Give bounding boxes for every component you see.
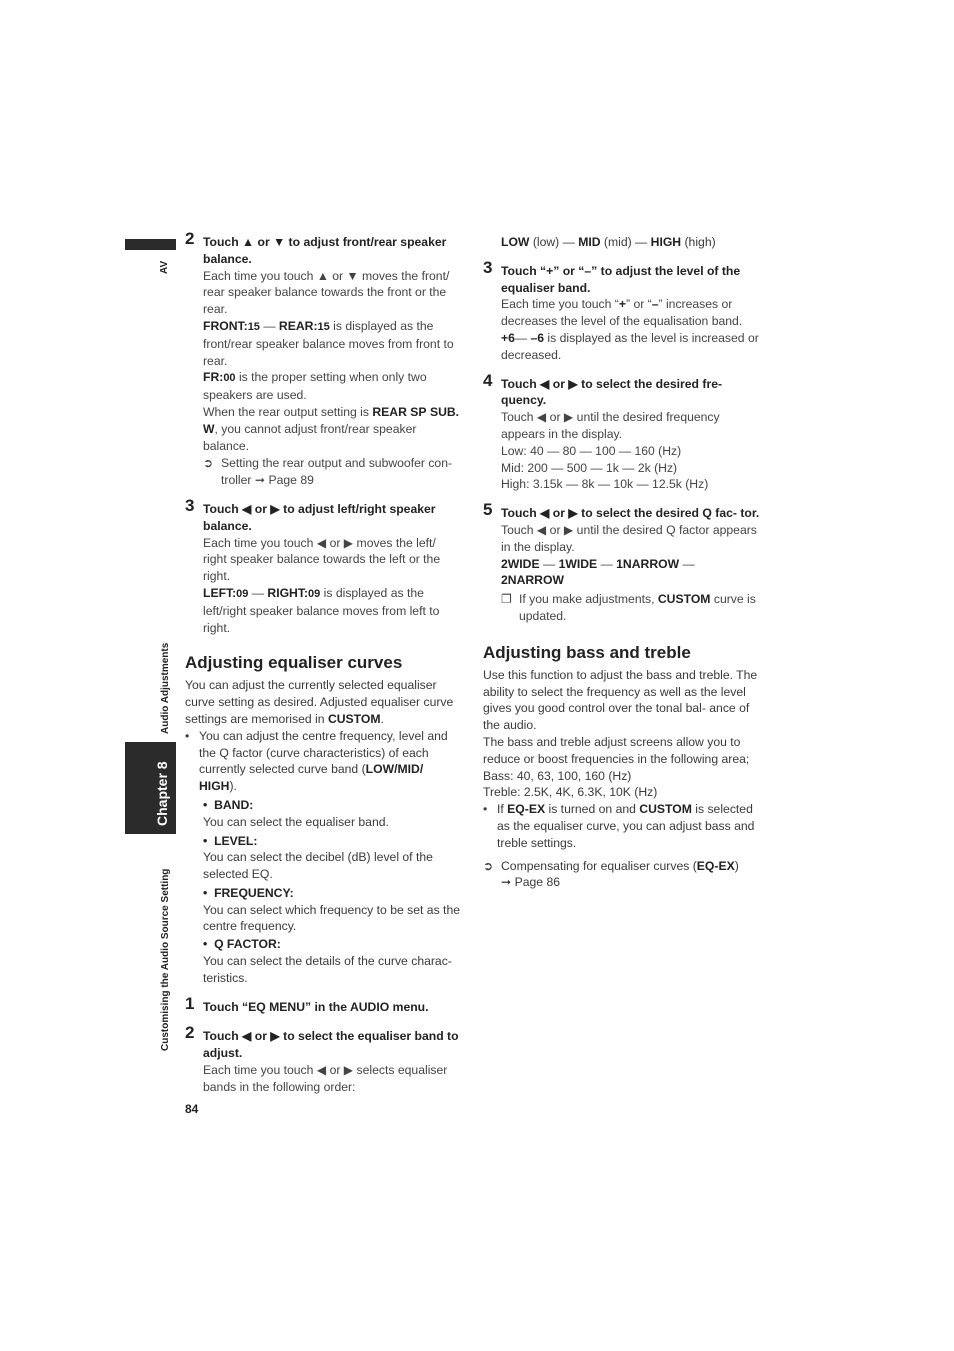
step-body: Touch ◀ or ▶ until the desired Q factor appears in the display. 2WIDE — 1WIDE — 1NARROW — 2NARROW ❐ If you make adjustments, CUSTOM curve is updated.	[501, 522, 761, 625]
equaliser-bullet: • You can adjust the centre frequency, level and the Q factor (curve characteristics) of each currently selected curve band (LOW/MID/ HIGH).	[185, 728, 448, 794]
band-order: LOW (low) — MID (mid) — HIGH (high)	[501, 235, 716, 249]
step-number: 1	[185, 993, 195, 1013]
equaliser-intro: You can adjust the currently selected equaliser curve setting as desired. Adjusted equaliser curve settings are memorised in CUSTOM.	[185, 678, 454, 726]
page-arrow-icon: ➞	[254, 473, 266, 488]
up-arrow-icon: ▲	[242, 235, 255, 249]
eq-step-1	[185, 993, 462, 1016]
bass-treble-area: The bass and treble adjust screens allow you to reduce or boost frequencies in the following area;	[483, 734, 750, 766]
step-body: Each time you touch “+” or “–” increases or decreases the level of the equalisation band. +6— –6 is displayed as the level is increased or decreased.	[501, 297, 759, 362]
param-q-heading: • Q FACTOR:	[203, 937, 281, 952]
left-arrow-icon: ◀	[536, 522, 547, 537]
up-arrow-icon: ▲	[316, 268, 329, 283]
step-body: Touch ◀ or ▶ until the desired frequency appears in the display. Low: 40 — 80 — 100 — 160 (Hz) Mid: 200 — 500 — 1k — 2k (Hz) High: 3.15k — 8k — 10k — 12.5k (Hz)	[501, 409, 761, 493]
reference-arrow-icon: ➲	[203, 456, 214, 471]
left-arrow-icon: ◀	[540, 506, 550, 521]
reference-note: ➲ Setting the rear output and subwoofer con- troller ➞ Page 89	[203, 456, 453, 488]
freq-mid: Mid: 200 — 500 — 1k — 2k (Hz)	[501, 460, 678, 475]
param-level-heading: • LEVEL:	[203, 833, 258, 848]
side-audio-adjustments: Audio Adjustments	[160, 642, 171, 734]
param-band-text: You can select the equaliser band.	[203, 814, 389, 829]
left-arrow-icon: ◀	[536, 410, 547, 425]
side-av-label: AV	[159, 260, 170, 274]
left-arrow-icon: ◀	[242, 1029, 252, 1044]
step-number: 4	[483, 370, 493, 390]
step-number: 2	[185, 1023, 195, 1043]
step-heading: Touch ▲ or ▼ to adjust front/rear speaker balance.	[203, 235, 447, 266]
step-2-balance	[185, 229, 462, 489]
page-arrow-icon: ➞	[501, 875, 512, 890]
right-arrow-icon: ▶	[568, 376, 578, 391]
eq-step-3	[483, 257, 761, 364]
step-heading: Touch ◀ or ▶ to select the desired fre- quency.	[501, 376, 723, 408]
page-number: 84	[185, 1102, 199, 1116]
param-frequency-text: You can select which frequency to be set as the centre frequency.	[203, 902, 461, 934]
step-body: Each time you touch ◀ or ▶ selects equaliser bands in the following order:	[203, 1063, 448, 1094]
right-arrow-icon: ▶	[563, 410, 574, 425]
equaliser-parameters	[203, 797, 462, 987]
param-q-text: You can select the details of the curve charac- teristics.	[203, 954, 452, 985]
eq-step-5	[483, 500, 761, 625]
left-arrow-icon: ◀	[316, 535, 327, 550]
freq-high: High: 3.15k — 8k — 10k — 12.5k (Hz)	[501, 477, 709, 492]
section-heading-bass-treble: Adjusting bass and treble	[483, 642, 691, 662]
param-frequency-heading: • FREQUENCY:	[203, 885, 294, 900]
av-bar	[125, 239, 176, 250]
step-heading: Touch ◀ or ▶ to select the desired Q fac- tor.	[501, 506, 760, 521]
note-box-icon: ❐	[501, 592, 512, 607]
reference-arrow-icon: ➲	[483, 858, 494, 873]
step-body: Each time you touch ▲ or ▼ moves the front/ rear speaker balance towards the front or the rear. FRONT:15 — REAR:15 is displayed as the front/rear speaker balance moves from front to rear. FR:00 is the proper setting when only two speakers are used. When the rear output setting is REAR SP SUB. W, you cannot adjust front/rear speaker balance. ➲ Setting the rear output and subwoofer con- troller ➞ Page 89	[203, 268, 462, 489]
eqex-bullet: • If EQ-EX is turned on and CUSTOM is selected as the equaliser curve, you can adjust bass and treble settings.	[483, 802, 755, 850]
step-number: 5	[483, 500, 493, 520]
right-arrow-icon: ▶	[343, 535, 354, 550]
left-column	[185, 229, 462, 1096]
step-heading: Touch “EQ MENU” in the AUDIO menu.	[203, 999, 429, 1014]
right-arrow-icon: ▶	[568, 506, 578, 521]
eq-step-4	[483, 370, 761, 494]
side-chapter-label: Chapter 8	[154, 761, 170, 826]
section-heading-equaliser: Adjusting equaliser curves	[185, 653, 403, 673]
down-arrow-icon: ▼	[273, 235, 286, 249]
left-arrow-icon: ◀	[540, 376, 550, 391]
eqex-reference-note: ➲ Compensating for equaliser curves (EQ-EX) ➞ Page 86	[483, 858, 739, 890]
right-arrow-icon: ▶	[563, 522, 574, 537]
step-3-balance	[185, 495, 462, 636]
right-arrow-icon: ▶	[343, 1063, 354, 1078]
bass-treble-intro: Use this function to adjust the bass and treble. The ability to select the frequency as well as the level gives you good control over the tonal bal- ance of the audio.	[483, 667, 758, 733]
step-heading: Touch “+” or “–” to adjust the level of the equaliser band.	[501, 263, 741, 295]
step-number: 3	[185, 495, 195, 515]
param-band-heading: • BAND:	[203, 797, 254, 812]
side-customising-label: Customising the Audio Source Setting	[160, 868, 171, 1051]
step-number: 3	[483, 257, 493, 277]
param-level-text: You can select the decibel (dB) level of the selected EQ.	[203, 850, 433, 882]
down-arrow-icon: ▼	[346, 268, 359, 283]
left-arrow-icon: ◀	[316, 1063, 327, 1078]
step-heading: Touch ◀ or ▶ to adjust left/right speaker balance.	[203, 501, 436, 533]
eq-step-2	[185, 1023, 462, 1095]
bass-frequencies: Bass: 40, 63, 100, 160 (Hz)	[483, 768, 632, 783]
custom-note: ❐ If you make adjustments, CUSTOM curve is updated.	[501, 592, 756, 623]
step-number: 2	[185, 229, 195, 248]
right-column	[483, 234, 761, 891]
step-heading: Touch ◀ or ▶ to select the equaliser band to adjust.	[203, 1029, 459, 1061]
right-arrow-icon: ▶	[270, 1029, 280, 1044]
freq-low: Low: 40 — 80 — 100 — 160 (Hz)	[501, 443, 682, 458]
right-arrow-icon: ▶	[270, 501, 280, 516]
step-body: Each time you touch ◀ or ▶ moves the left/ right speaker balance towards the left or the right. LEFT:09 — RIGHT:09 is displayed as the left/right speaker balance moves from left to right.	[203, 535, 441, 635]
left-arrow-icon: ◀	[242, 501, 252, 516]
treble-frequencies: Treble: 2.5K, 4K, 6.3K, 10K (Hz)	[483, 785, 658, 800]
